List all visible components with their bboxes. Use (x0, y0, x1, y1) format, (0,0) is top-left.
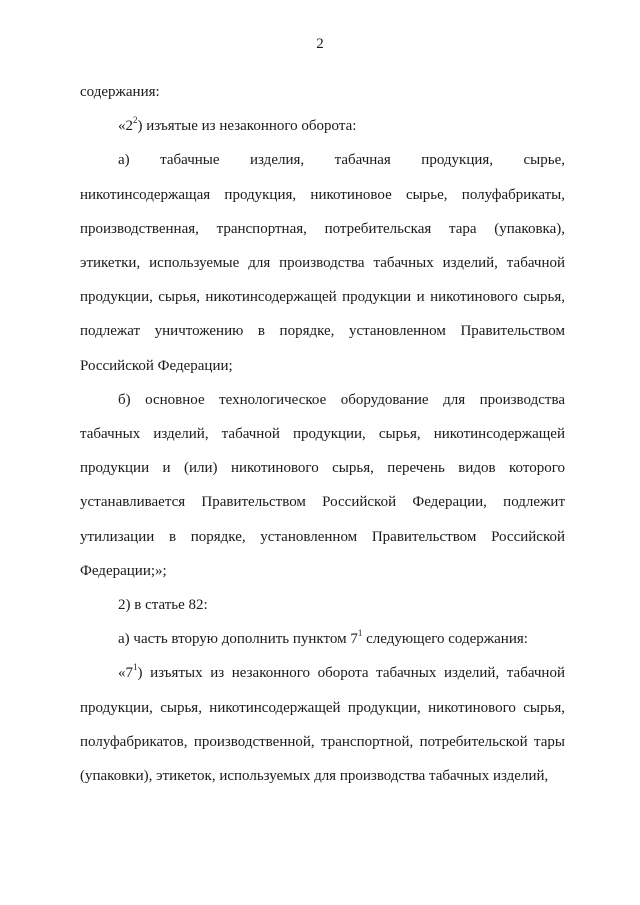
item-2-2-prefix: «2 (118, 118, 133, 135)
page-number: 2 (316, 36, 324, 52)
part-two-superscript: 1 (357, 628, 363, 639)
part-two-prefix: а) часть вторую дополнить пунктом 7 (118, 631, 358, 648)
paragraph-item-2-2 (80, 109, 565, 143)
item-2-2-superscript: 2 (133, 115, 138, 126)
part-two-text: следующего содержания: (362, 631, 528, 648)
paragraph-article-82: 2) в статье 82: (118, 597, 208, 614)
document-body (80, 75, 565, 793)
paragraph-part-two-amend (80, 622, 565, 656)
item-7-1-text: ) изъятых из незаконного оборота табачных изделий, табачной продукции, сырья, никотинсодержащей продукции, никотинового сырья, полуфабрикатов, производственной, транспортной, потребительской тары (упаковки), этикеток, используемых для производства табачных изделий, (80, 665, 565, 785)
item-2-2-text: ) изъятые из незаконного оборота: (137, 118, 357, 135)
item-7-1-prefix: «7 (118, 665, 133, 682)
paragraph-item-7-1 (80, 656, 565, 793)
paragraph-subitem-b: б) основное технологическое оборудование для производства табачных изделий, табачной продукции, сырья, никотинсодержащей продукции и (или) никотинового сырья, перечень видов которого устанавливается Правительством Российской Федерации, подлежит утилизации в порядке, установленном Правительством Российской Федерации;»; (80, 391, 565, 579)
paragraph-continuation: содержания: (80, 84, 160, 100)
item-7-1-superscript: 1 (133, 662, 138, 673)
paragraph-subitem-a: а) табачные изделия, табачная продукция, сырье, никотинсодержащая продукция, никотиновое сырье, полуфабрикаты, производственная, транспортная, потребительская тара (упаковка), этикетки, используемые для производства табачных изделий, табачной продукции, сырья, никотинсодержащей продукции и никотинового сырья, подлежат уничтожению в порядке, установленном Правительством Российской Федерации; (80, 152, 565, 374)
